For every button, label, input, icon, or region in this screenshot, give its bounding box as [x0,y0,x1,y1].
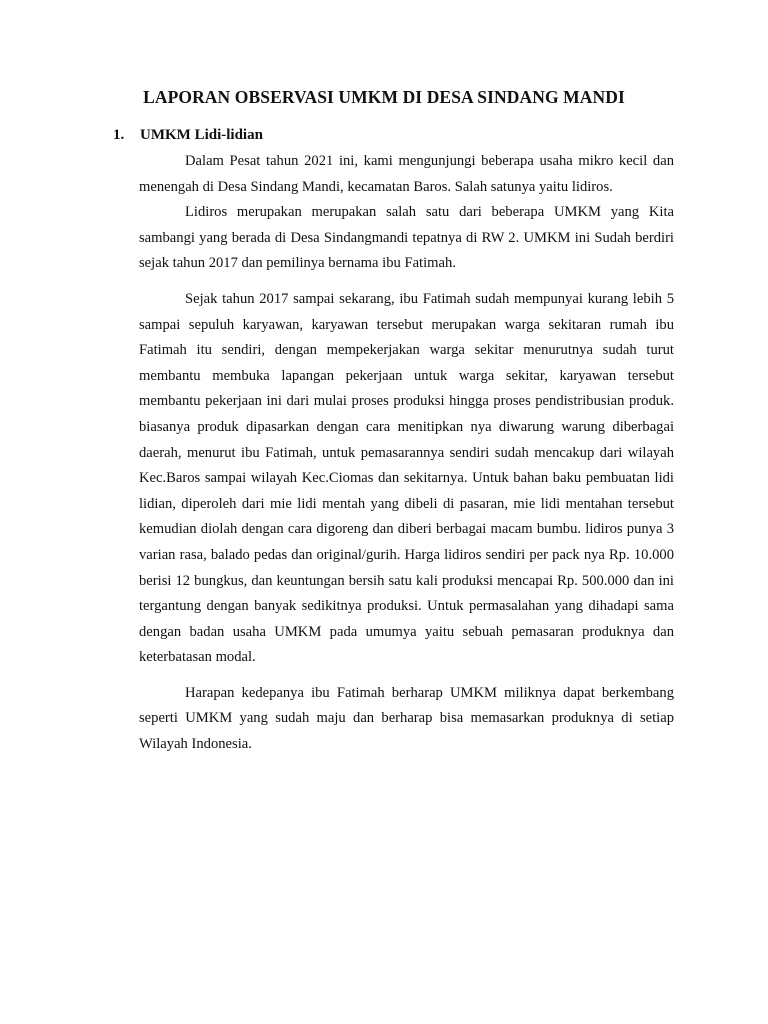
section-number: 1. [113,127,125,143]
paragraph-4: Harapan kedepanya ibu Fatimah berharap UMKM miliknya dapat berkembang seperti UMKM yang sudah maju dan berharap bisa memasarkan produknya di setiap Wilayah Indonesia. [139,684,674,753]
document-title: LAPORAN OBSERVASI UMKM DI DESA SINDANG MANDI [143,87,625,107]
paragraph-1: Dalam Pesat tahun 2021 ini, kami mengunjungi beberapa usaha mikro kecil dan menengah di Desa Sindang Mandi, kecamatan Baros. Salah satunya yaitu lidiros. [139,153,674,195]
paragraph-2: Lidiros merupakan merupakan salah satu dari beberapa UMKM yang Kita sambangi yang berada di Desa Sindangmandi tepatnya di RW 2. UMKM ini Sudah berdiri sejak tahun 2017 dan pemilinya bernama ibu Fatimah. [139,204,674,272]
section-title: UMKM Lidi-lidian [140,127,263,143]
section-heading [113,127,263,144]
body-text [139,149,674,758]
paragraph-3: Sejak tahun 2017 sampai sekarang, ibu Fatimah sudah mempunyai kurang lebih 5 sampai sepuluh karyawan, karyawan tersebut merupakan warga sekitaran rumah ibu Fatimah itu sendiri, dengan mempekerjakan warga sekitar menurutnya sudah turut membantu membuka lapangan pekerjaan untuk warga sekitar, karyawan tersebut membantu pekerjaan ini dari mulai proses produksi hingga proses pendistribusian produk. biasanya produk dipasarkan dengan cara menitipkan nya diwarung warung diberbagai daerah, menurut ibu Fatimah, untuk pemasarannya sendiri sudah mencakup dari wilayah Kec.Baros sampai wilayah Kec.Ciomas dan sekitarnya. Untuk bahan baku pembuatan lidi lidian, diperoleh dari mie lidi mentah yang dibeli di pasaran, mie lidi mentahan tersebut kemudian diolah dengan cara digoreng dan diberi berbagai macam bumbu. lidiros punya 3 varian rasa, balado pedas dan original/gurih. Harga lidiros sendiri per pack nya Rp. 10.000 berisi 12 bungkus, dan keuntungan bersih satu kali produksi mencapai Rp. 500.000 dan ini tergantung dengan banyak sedikitnya produksi. Untuk permasalahan yang dihadapi sama dengan badan usaha UMKM pada umumya yaitu sebuah pemasaran produknya dan keterbatasan modal. [139,290,674,666]
